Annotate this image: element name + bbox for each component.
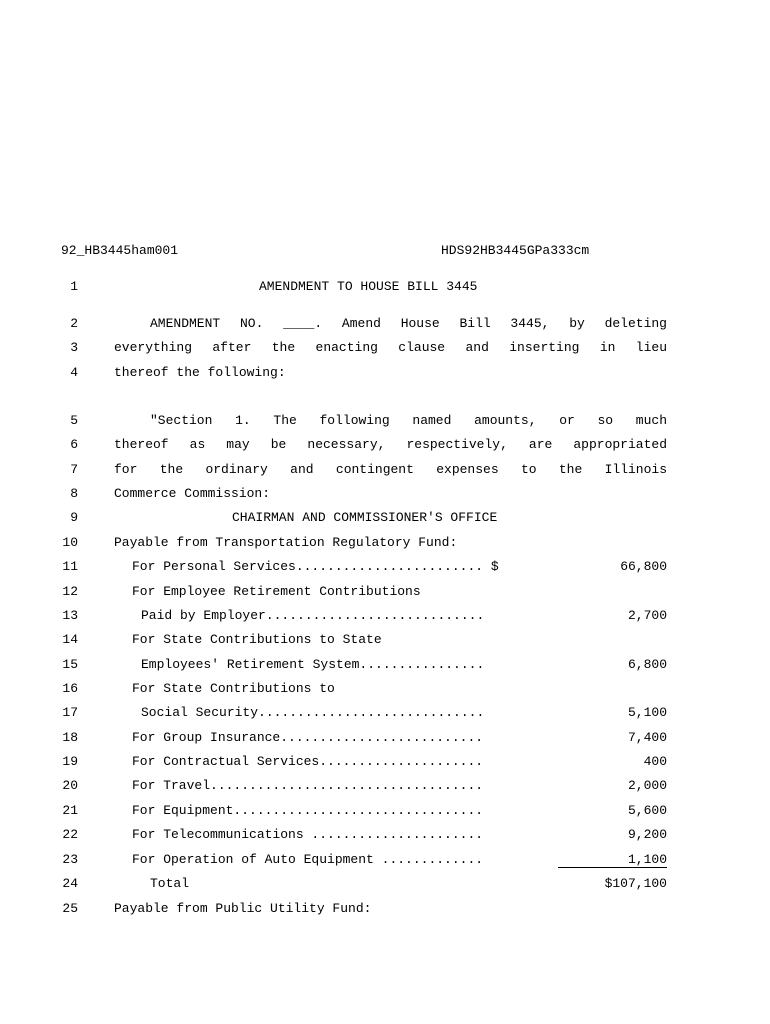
line-text: for the ordinary and contingent expenses to the Illinois	[114, 462, 667, 477]
document-line	[0, 413, 770, 431]
appropriation-row	[0, 827, 770, 845]
total-amount: $107,100	[604, 876, 667, 891]
document-line	[0, 584, 770, 602]
line-item-label: For Employee Retirement Contributions	[132, 584, 421, 599]
document-line	[0, 279, 770, 297]
line-number: 9	[70, 510, 78, 525]
appropriation-row	[0, 778, 770, 796]
line-number: 3	[70, 340, 78, 355]
line-item-label: For Equipment................................	[132, 803, 484, 818]
line-number: 20	[62, 778, 78, 793]
document-line	[0, 681, 770, 699]
document-line	[0, 486, 770, 504]
appropriation-row	[0, 657, 770, 675]
line-item-label: For State Contributions to	[132, 681, 335, 696]
line-number: 5	[70, 413, 78, 428]
document-line	[0, 535, 770, 553]
line-number: 12	[62, 584, 78, 599]
line-number: 16	[62, 681, 78, 696]
fund-heading: Payable from Transportation Regulatory Fund:	[114, 535, 458, 550]
line-number: 1	[70, 279, 78, 294]
document-id-left: 92_HB3445ham001	[61, 243, 179, 258]
line-number: 2	[70, 316, 78, 331]
line-text: AMENDMENT NO. ____. Amend House Bill 3445, by deleting	[150, 316, 667, 331]
line-text: Commerce Commission:	[114, 486, 271, 501]
line-item-label: For Telecommunications ......................	[132, 827, 484, 842]
line-number: 10	[62, 535, 78, 550]
line-item-label: For Travel...................................	[132, 778, 484, 793]
line-item-amount: 2,000	[627, 778, 667, 793]
fund-heading: Payable from Public Utility Fund:	[114, 901, 372, 916]
line-text: everything after the enacting clause and inserting in lieu	[114, 340, 667, 355]
line-number: 19	[62, 754, 78, 769]
appropriation-row	[0, 803, 770, 821]
line-item-label: For State Contributions to State	[132, 632, 382, 647]
line-item-label: Social Security.............................	[141, 705, 485, 720]
line-item-amount: 5,600	[627, 803, 667, 818]
appropriation-row	[0, 730, 770, 748]
line-item-amount: 7,400	[627, 730, 667, 745]
line-text: thereof as may be necessary, respectively, are appropriated	[114, 437, 667, 452]
document-line	[0, 365, 770, 383]
line-item-amount: 5,100	[627, 705, 667, 720]
line-number: 13	[62, 608, 78, 623]
line-item-label: For Group Insurance..........................	[132, 730, 484, 745]
document-line	[0, 340, 770, 358]
line-number: 4	[70, 365, 78, 380]
appropriation-row	[0, 559, 770, 577]
line-number: 24	[62, 876, 78, 891]
line-text: "Section 1. The following named amounts, or so much	[150, 413, 667, 428]
document-id-right: HDS92HB3445GPa333cm	[441, 243, 590, 258]
appropriation-row	[0, 852, 770, 870]
line-item-amount-underlined: 1,100	[558, 852, 667, 868]
line-number: 15	[62, 657, 78, 672]
line-text: thereof the following:	[114, 365, 286, 380]
total-row	[0, 876, 770, 894]
line-number: 11	[62, 559, 78, 574]
line-item-amount: 2,700	[627, 608, 667, 623]
line-item-label: For Personal Services........................ $	[132, 559, 499, 574]
line-number: 6	[70, 437, 78, 452]
document-line	[0, 316, 770, 334]
line-number: 18	[62, 730, 78, 745]
line-item-label: For Operation of Auto Equipment .............	[132, 852, 484, 867]
total-label: Total	[150, 876, 190, 891]
line-number: 14	[62, 632, 78, 647]
line-item-amount: 6,800	[627, 657, 667, 672]
line-item-amount: 66,800	[620, 559, 667, 574]
appropriation-row	[0, 754, 770, 772]
line-number: 21	[62, 803, 78, 818]
appropriation-row	[0, 705, 770, 723]
amendment-title: AMENDMENT TO HOUSE BILL 3445	[259, 279, 478, 294]
document-line	[0, 632, 770, 650]
document-line	[0, 510, 770, 528]
document-line	[0, 462, 770, 480]
line-item-label: Employees' Retirement System................	[141, 657, 485, 672]
appropriation-row	[0, 608, 770, 626]
line-number: 7	[70, 462, 78, 477]
line-number: 8	[70, 486, 78, 501]
line-item-amount: 400	[643, 754, 667, 769]
line-number: 17	[62, 705, 78, 720]
line-number: 25	[62, 901, 78, 916]
document-line	[0, 437, 770, 455]
document-line	[0, 901, 770, 919]
line-item-label: For Contractual Services.....................	[132, 754, 484, 769]
line-item-label: Paid by Employer............................	[141, 608, 485, 623]
line-number: 22	[62, 827, 78, 842]
section-heading: CHAIRMAN AND COMMISSIONER'S OFFICE	[232, 510, 498, 525]
line-item-amount: 9,200	[627, 827, 667, 842]
line-number: 23	[62, 852, 78, 867]
